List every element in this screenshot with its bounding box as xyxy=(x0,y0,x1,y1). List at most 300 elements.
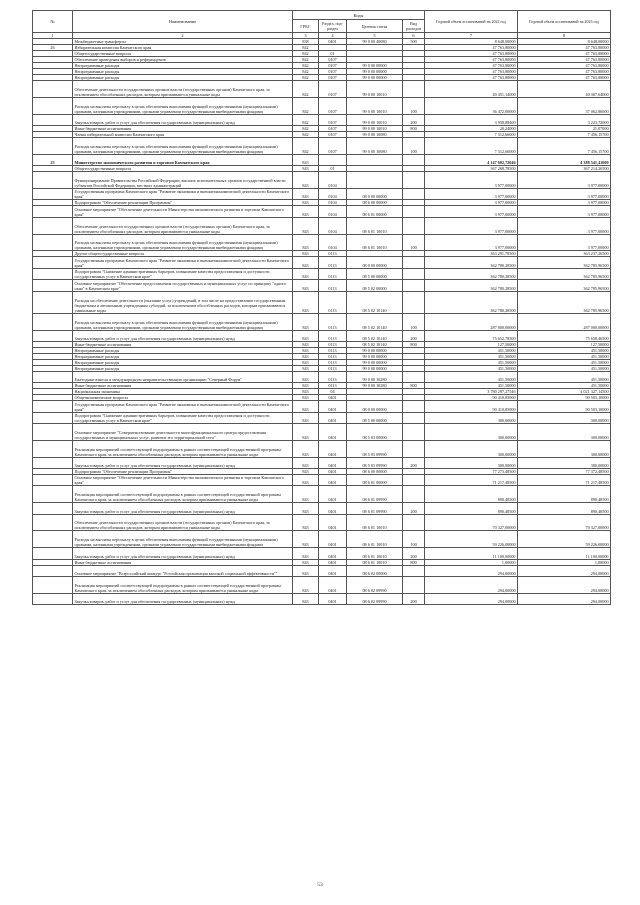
row-section: 0401 xyxy=(319,486,347,503)
row-target-article: 99 0 00 00000 xyxy=(347,353,403,359)
row-amount-2022: 7 312,66000 xyxy=(425,131,518,137)
row-expense-type: 100 xyxy=(403,313,425,330)
row-amount-2022: 40 451,14000 xyxy=(425,81,518,98)
table-row xyxy=(33,565,611,576)
table-row xyxy=(33,503,611,514)
row-name: Закупка товаров, работ и услуг для обеспечения государственных (муниципальных) нужд xyxy=(73,593,293,604)
row-number: 25 xyxy=(33,154,73,165)
row-amount-2022: 3 977,00000 xyxy=(425,200,518,206)
row-target-article: 08 6 02 00000 xyxy=(347,565,403,576)
row-section: 0104 xyxy=(319,206,347,217)
row-grbs: 843 xyxy=(293,531,319,548)
row-expense-type xyxy=(403,154,425,165)
row-name: Реализация мероприятий соответствующей подпрограммы в рамках соответствующей государственной программы Камчатского края, за исключением обособленных расходов, которым присваиваются уникальные коды xyxy=(73,486,293,503)
row-amount-2022: 77 273,48500 xyxy=(425,469,518,475)
row-grbs: 842 xyxy=(293,75,319,81)
row-amount-2023: 451,50000 xyxy=(518,359,611,365)
row-grbs: 838 xyxy=(293,39,319,45)
row-name: Члены избирательной комиссии Камчатского края xyxy=(73,131,293,137)
row-name: Непрограммные расходы xyxy=(73,63,293,69)
row-target-article: 08 6 01 09990 xyxy=(347,503,403,514)
row-name: Основное мероприятие "Всероссийский конкурс "Российская организация высокой социальной эффективности"" xyxy=(73,565,293,576)
row-expense-type xyxy=(403,440,425,457)
row-amount-2023: 367 214,26500 xyxy=(518,166,611,172)
header-number: № xyxy=(33,11,73,33)
row-target-article: 08 5 02 10140 xyxy=(347,341,403,347)
row-amount-2022: 47 763,80000 xyxy=(425,63,518,69)
row-target-article: 08 5 00 00000 xyxy=(347,268,403,279)
row-target-article: 08 6 01 10010 xyxy=(347,217,403,234)
row-amount-2022: 300,00000 xyxy=(425,457,518,468)
table-row xyxy=(33,486,611,503)
row-amount-2022: 59 226,00000 xyxy=(425,531,518,548)
row-expense-type: 100 xyxy=(403,137,425,154)
row-expense-type xyxy=(403,172,425,189)
header-codes: Коды xyxy=(293,11,425,20)
row-name: Закупка товаров, работ и услуг для обеспечения государственных (муниципальных) нужд xyxy=(73,503,293,514)
row-expense-type: 200 xyxy=(403,330,425,341)
row-section: 0104 xyxy=(319,200,347,206)
row-name: Обеспечение деятельности государственных органов власти (государственных органов) Камчатского края, за исключением обособленных расходов, которым присваиваются уникальные коды xyxy=(73,81,293,98)
row-section: 0401 xyxy=(319,457,347,468)
row-section: 0113 xyxy=(319,330,347,341)
row-grbs: 843 xyxy=(293,353,319,359)
table-row xyxy=(33,424,611,441)
row-amount-2023: 287 000,00000 xyxy=(518,313,611,330)
row-name: Министерство экономического развития и торговли Камчатского края xyxy=(73,154,293,165)
row-amount-2023: 7 456,15700 xyxy=(518,137,611,154)
row-amount-2023: 300,00000 xyxy=(518,457,611,468)
table-row xyxy=(33,457,611,468)
table-row xyxy=(33,268,611,279)
row-grbs: 843 xyxy=(293,593,319,604)
row-number xyxy=(33,114,73,125)
row-amount-2023: 47 763,80000 xyxy=(518,57,611,63)
row-name: Обеспечение деятельности государственных органов власти (государственных органов) Камчатского края, за исключением обособленных расходов, которым присваиваются уникальные коды xyxy=(73,217,293,234)
row-amount-2023: 451,50000 xyxy=(518,365,611,371)
row-number: 26 xyxy=(33,45,73,51)
row-number xyxy=(33,371,73,382)
row-section: 0401 xyxy=(319,593,347,604)
row-name: Межбюджетные трансферты xyxy=(73,39,293,45)
table-row xyxy=(33,291,611,313)
row-grbs: 843 xyxy=(293,200,319,206)
row-target-article xyxy=(347,172,403,189)
row-number xyxy=(33,330,73,341)
row-section: 01 xyxy=(319,51,347,57)
row-grbs: 843 xyxy=(293,268,319,279)
row-section: 0113 xyxy=(319,251,347,257)
row-section: 0401 xyxy=(319,401,347,412)
column-number-cell: 7 xyxy=(425,33,518,39)
row-amount-2023: 3 977,00000 xyxy=(518,206,611,217)
row-expense-type xyxy=(403,577,425,594)
row-amount-2022: 47 763,80000 xyxy=(425,57,518,63)
row-amount-2023: 47 763,80000 xyxy=(518,45,611,51)
row-amount-2022: 451,50000 xyxy=(425,371,518,382)
row-name: Подпрограмма "Снижение административных барьеров, повышение качества предоставления и доступности государственных услуг в Камчатском крае" xyxy=(73,412,293,423)
column-number-cell: 5 xyxy=(347,33,403,39)
row-amount-2023: 4 388 541,41000 xyxy=(518,154,611,165)
row-amount-2023: 47 763,80000 xyxy=(518,69,611,75)
row-section: 0104 xyxy=(319,217,347,234)
row-name: Расходы на выплаты персоналу в целях обеспечения выполнения функций государственными (муниципальными) органами, казенными учреждениями, органами управления государственными внебюджетными фондами xyxy=(73,97,293,114)
row-name: Расходы на выплаты персоналу в целях обеспечения выполнения функций государственными (муниципальными) органами, казенными учреждениями, органами управления государственными внебюджетными фондами xyxy=(73,313,293,330)
row-number xyxy=(33,577,73,594)
row-amount-2022: 90 410,85000 xyxy=(425,395,518,401)
table-body xyxy=(33,39,611,605)
row-section: 01 xyxy=(319,166,347,172)
row-amount-2022: 47 763,80000 xyxy=(425,45,518,51)
row-target-article: 99 0 00 10080 xyxy=(347,131,403,137)
row-expense-type: 200 xyxy=(403,503,425,514)
row-expense-type xyxy=(403,565,425,576)
row-amount-2023: 77 372,48500 xyxy=(518,469,611,475)
row-number xyxy=(33,486,73,503)
row-grbs: 843 xyxy=(293,280,319,291)
row-target-article: 08 6 01 09990 xyxy=(347,486,403,503)
row-number xyxy=(33,206,73,217)
row-section: 0401 xyxy=(319,503,347,514)
row-amount-2022: 47 763,80000 xyxy=(425,69,518,75)
row-section: 0113 xyxy=(319,365,347,371)
row-target-article: 08 5 03 09990 xyxy=(347,440,403,457)
row-amount-2022: 7 312,66000 xyxy=(425,137,518,154)
row-expense-type: 200 xyxy=(403,114,425,125)
row-amount-2022: 362 780,28500 xyxy=(425,257,518,268)
row-expense-type xyxy=(403,257,425,268)
row-target-article: 99 0 00 10010 xyxy=(347,114,403,125)
row-name: Расходы на выплаты персоналу в целях обеспечения выполнения функций государственными (муниципальными) органами, казенными учреждениями, органами управления государственными внебюджетными фондами xyxy=(73,531,293,548)
row-grbs: 843 xyxy=(293,486,319,503)
row-amount-2022: 4 147 602,72046 xyxy=(425,154,518,165)
row-grbs: 842 xyxy=(293,63,319,69)
row-target-article: 08 6 01 00000 xyxy=(347,475,403,486)
table-row xyxy=(33,97,611,114)
table-row xyxy=(33,234,611,251)
row-section: 0401 xyxy=(319,395,347,401)
row-target-article: 99 0 00 00000 xyxy=(347,347,403,353)
row-expense-type xyxy=(403,412,425,423)
row-name: Непрограммные расходы xyxy=(73,359,293,365)
row-amount-2023: 294,00000 xyxy=(518,577,611,594)
row-expense-type: 100 xyxy=(403,531,425,548)
row-grbs: 842 xyxy=(293,97,319,114)
row-amount-2022: 3 780 297,27546 xyxy=(425,389,518,395)
row-grbs: 843 xyxy=(293,440,319,457)
row-expense-type xyxy=(403,188,425,199)
row-number xyxy=(33,503,73,514)
row-target-article xyxy=(347,154,403,165)
row-grbs: 842 xyxy=(293,51,319,57)
row-amount-2022: 362 780,28500 xyxy=(425,291,518,313)
row-section: 0401 xyxy=(319,475,347,486)
row-grbs: 843 xyxy=(293,577,319,594)
row-number xyxy=(33,137,73,154)
table-row xyxy=(33,577,611,594)
row-name: Национальная экономика xyxy=(73,389,293,395)
row-grbs: 843 xyxy=(293,395,319,401)
row-name: Подпрограмма "Обеспечение реализации Программы" xyxy=(73,200,293,206)
row-grbs: 842 xyxy=(293,45,319,51)
row-section: 0401 xyxy=(319,531,347,548)
row-number xyxy=(33,280,73,291)
row-target-article: 08 5 02 10140 xyxy=(347,330,403,341)
row-grbs: 843 xyxy=(293,347,319,353)
row-name: Непрограммные расходы xyxy=(73,69,293,75)
row-target-article: 08 6 02 09990 xyxy=(347,577,403,594)
row-number xyxy=(33,440,73,457)
row-number xyxy=(33,531,73,548)
row-section: 0107 xyxy=(319,63,347,69)
row-grbs: 842 xyxy=(293,57,319,63)
row-grbs: 843 xyxy=(293,172,319,189)
row-amount-2022: 451,50000 xyxy=(425,383,518,389)
table-row xyxy=(33,593,611,604)
row-amount-2023: 127,50000 xyxy=(518,341,611,347)
row-amount-2022: 20,24000 xyxy=(425,125,518,131)
column-number-cell: 3 xyxy=(293,33,319,39)
row-grbs: 843 xyxy=(293,559,319,565)
row-target-article: 08 6 01 10010 xyxy=(347,531,403,548)
row-grbs: 842 xyxy=(293,131,319,137)
row-expense-type xyxy=(403,291,425,313)
row-number xyxy=(33,257,73,268)
row-number xyxy=(33,514,73,531)
table-row xyxy=(33,280,611,291)
row-amount-2023: 300,00000 xyxy=(518,440,611,457)
row-target-article: 08 6 00 00000 xyxy=(347,469,403,475)
row-grbs: 843 xyxy=(293,313,319,330)
row-target-article: 99 0 00 10010 xyxy=(347,125,403,131)
row-amount-2022: 3 977,00000 xyxy=(425,188,518,199)
row-target-article: 08 5 00 00000 xyxy=(347,412,403,423)
table-row xyxy=(33,531,611,548)
row-section: 0401 xyxy=(319,514,347,531)
row-amount-2022: 451,50000 xyxy=(425,347,518,353)
row-target-article: 08 0 00 00000 xyxy=(347,188,403,199)
row-name: Функционирование Правительства Российской Федерации, высших исполнительных органов государственной власти субъектов Российской Федерации, местных администраций xyxy=(73,172,293,189)
row-grbs: 842 xyxy=(293,125,319,131)
row-section: 0113 xyxy=(319,341,347,347)
row-amount-2023: 4 021 327,14500 xyxy=(518,389,611,395)
row-target-article: 99 0 00 10010 xyxy=(347,97,403,114)
row-name: Основное мероприятие "Обеспечение предоставления государственных и муниципальных услуг по принципу "одного окна" в Камчатском крае" xyxy=(73,280,293,291)
row-amount-2023: 300,00000 xyxy=(518,412,611,423)
table-header xyxy=(33,11,611,39)
row-name: Расходы на обеспечение деятельности (оказание услуг) учреждений, в том числе на предоставление государственным бюджетным и автономным учреждениям субсидий, за исключением обособленных расходов, которым присваиваются уникальные коды xyxy=(73,291,293,313)
row-name: Иные бюджетные ассигнования xyxy=(73,559,293,565)
column-number-cell: 6 xyxy=(403,33,425,39)
row-amount-2022: 3 977,00000 xyxy=(425,217,518,234)
row-name: Расходы на выплаты персоналу в целях обеспечения выполнения функций государственными (муниципальными) органами, казенными учреждениями, органами управления государственными внебюджетными фондами xyxy=(73,234,293,251)
row-amount-2023: 3 977,00000 xyxy=(518,188,611,199)
row-amount-2023: 362 785,96500 xyxy=(518,257,611,268)
row-target-article: 08 6 01 10010 xyxy=(347,514,403,531)
row-amount-2023: 47 763,80000 xyxy=(518,63,611,69)
row-section: 0401 xyxy=(319,548,347,559)
row-name: Государственная программа Камчатского края "Развитие экономики и внешнеэкономической деятельности Камчатского края" xyxy=(73,401,293,412)
row-grbs: 842 xyxy=(293,137,319,154)
row-number xyxy=(33,593,73,604)
row-amount-2023: 70 327,00000 xyxy=(518,514,611,531)
row-amount-2023: 451,50000 xyxy=(518,371,611,382)
table-row xyxy=(33,137,611,154)
row-amount-2022: 367 268,78500 xyxy=(425,166,518,172)
row-amount-2023: 90 503,10000 xyxy=(518,401,611,412)
row-name: Непрограммные расходы xyxy=(73,365,293,371)
table-row xyxy=(33,257,611,268)
row-target-article: 99 0 00 00000 xyxy=(347,63,403,69)
row-name: Подпрограмма "Обеспечение реализации Программы" xyxy=(73,469,293,475)
row-name: Непрограммные расходы xyxy=(73,75,293,81)
table-row xyxy=(33,412,611,423)
table-row xyxy=(33,401,611,412)
table-row xyxy=(33,475,611,486)
row-grbs: 843 xyxy=(293,424,319,441)
row-grbs: 843 xyxy=(293,383,319,389)
row-name: Другие общегосударственные вопросы xyxy=(73,251,293,257)
row-grbs: 843 xyxy=(293,154,319,165)
row-amount-2023: 294,00000 xyxy=(518,593,611,604)
row-expense-type xyxy=(403,401,425,412)
row-section: 0113 xyxy=(319,359,347,365)
row-expense-type: 500 xyxy=(403,39,425,45)
table-row xyxy=(33,313,611,330)
row-section: 0401 xyxy=(319,39,347,45)
header-target: Целевая статья xyxy=(347,20,403,33)
row-grbs: 843 xyxy=(293,475,319,486)
row-expense-type xyxy=(403,81,425,98)
column-number-cell: 2 xyxy=(73,33,293,39)
row-expense-type: 800 xyxy=(403,341,425,347)
row-amount-2023: 363 237,26500 xyxy=(518,251,611,257)
row-amount-2022: 70 327,00000 xyxy=(425,514,518,531)
row-expense-type xyxy=(403,486,425,503)
row-amount-2023: 890,48500 xyxy=(518,486,611,503)
row-amount-2023: 3 977,00000 xyxy=(518,234,611,251)
row-target-article: 08 6 00 00000 xyxy=(347,200,403,206)
row-grbs: 843 xyxy=(293,412,319,423)
column-number-cell: 1 xyxy=(33,33,73,39)
row-name: Расходы на выплаты персоналу в целях обеспечения выполнения функций государственными (муниципальными) органами, казенными учреждениями, органами управления государственными внебюджетными фондами xyxy=(73,137,293,154)
row-name: Основное мероприятие "Обеспечение деятельности Министерства экономического развития и торговли Камчатского края" xyxy=(73,475,293,486)
header-2022: Годовой объем ассигнований на 2022 год xyxy=(425,11,518,33)
row-section: 0107 xyxy=(319,57,347,63)
row-section: 0113 xyxy=(319,280,347,291)
header-grbs: ГРБС xyxy=(293,20,319,33)
row-amount-2022: 36 472,00000 xyxy=(425,97,518,114)
row-amount-2022: 300,00000 xyxy=(425,440,518,457)
row-target-article: 08 5 03 00000 xyxy=(347,424,403,441)
row-target-article: 08 5 02 10140 xyxy=(347,291,403,313)
row-number xyxy=(33,217,73,234)
row-name: Закупка товаров, работ и услуг для обеспечения государственных (муниципальных) нужд xyxy=(73,330,293,341)
row-section: 0401 xyxy=(319,577,347,594)
row-section: 0104 xyxy=(319,234,347,251)
row-grbs: 843 xyxy=(293,359,319,365)
row-target-article: 99 0 00 00000 xyxy=(347,75,403,81)
row-expense-type xyxy=(403,475,425,486)
row-section: 0401 xyxy=(319,559,347,565)
row-section: 0107 xyxy=(319,125,347,131)
row-amount-2023: 451,50000 xyxy=(518,347,611,353)
row-amount-2022: 75 652,78500 xyxy=(425,330,518,341)
row-amount-2023: 3 977,00000 xyxy=(518,200,611,206)
row-amount-2022: 8 648,00000 xyxy=(425,39,518,45)
row-expense-type xyxy=(403,371,425,382)
row-grbs: 843 xyxy=(293,217,319,234)
row-grbs: 843 xyxy=(293,469,319,475)
row-name: Общегосударственные вопросы xyxy=(73,51,293,57)
row-name: Основное мероприятие "Совершенствование деятельности многофункционального центра предоставления государственных и муниципальных услуг, развитие его территориальной сети" xyxy=(73,424,293,441)
row-number xyxy=(33,81,73,98)
row-amount-2023: 47 763,80000 xyxy=(518,51,611,57)
row-grbs: 843 xyxy=(293,548,319,559)
row-amount-2023: 11 100,00000 xyxy=(518,548,611,559)
row-grbs: 842 xyxy=(293,114,319,125)
row-amount-2023: 37 062,86000 xyxy=(518,97,611,114)
header-name: Наименование xyxy=(73,11,293,33)
row-amount-2022: 127,50000 xyxy=(425,341,518,347)
row-target-article: 99 0 00 00000 xyxy=(347,359,403,365)
row-amount-2023: 890,48500 xyxy=(518,503,611,514)
row-grbs: 843 xyxy=(293,166,319,172)
row-amount-2022: 3 958,88400 xyxy=(425,114,518,125)
row-number xyxy=(33,401,73,412)
row-name: Иные бюджетные ассигнования xyxy=(73,341,293,347)
row-target-article: 08 6 01 10010 xyxy=(347,559,403,565)
table-row xyxy=(33,330,611,341)
row-grbs: 843 xyxy=(293,565,319,576)
table-row xyxy=(33,81,611,98)
row-number xyxy=(33,475,73,486)
row-amount-2023: 362 785,96500 xyxy=(518,280,611,291)
row-amount-2023: 1,00000 xyxy=(518,559,611,565)
column-number-cell: 4 xyxy=(319,33,347,39)
row-amount-2023: 75 658,46500 xyxy=(518,330,611,341)
row-amount-2023: 451,50000 xyxy=(518,353,611,359)
row-amount-2023: 71 217,48500 xyxy=(518,475,611,486)
row-amount-2022: 451,50000 xyxy=(425,365,518,371)
row-amount-2022: 362 780,28500 xyxy=(425,268,518,279)
row-amount-2022: 3 977,00000 xyxy=(425,234,518,251)
header-section: Раздел, под-раздел xyxy=(319,20,347,33)
row-grbs: 843 xyxy=(293,206,319,217)
row-name: Иные бюджетные ассигнования xyxy=(73,125,293,131)
row-name: Государственная программа Камчатского края "Развитие экономики и внешнеэкономической деятельности Камчатского края" xyxy=(73,188,293,199)
row-expense-type xyxy=(403,268,425,279)
row-amount-2023: 300,00000 xyxy=(518,424,611,441)
row-amount-2022: 294,00000 xyxy=(425,593,518,604)
row-grbs: 842 xyxy=(293,81,319,98)
row-grbs: 842 xyxy=(293,69,319,75)
row-expense-type xyxy=(403,424,425,441)
row-grbs: 843 xyxy=(293,234,319,251)
row-amount-2022: 11 100,00000 xyxy=(425,548,518,559)
row-name: Подпрограмма "Снижение административных барьеров, повышение качества предоставления и доступности государственных услуг в Камчатском крае" xyxy=(73,268,293,279)
row-amount-2022: 287 000,00000 xyxy=(425,313,518,330)
row-section: 0113 xyxy=(319,347,347,353)
row-amount-2023: 47 763,80000 xyxy=(518,75,611,81)
table-row xyxy=(33,172,611,189)
row-name: Иные бюджетные ассигнования xyxy=(73,383,293,389)
row-amount-2022: 3 977,00000 xyxy=(425,172,518,189)
row-expense-type: 200 xyxy=(403,457,425,468)
row-amount-2022: 47 763,80000 xyxy=(425,51,518,57)
row-expense-type: 800 xyxy=(403,125,425,131)
row-amount-2022: 294,00000 xyxy=(425,577,518,594)
